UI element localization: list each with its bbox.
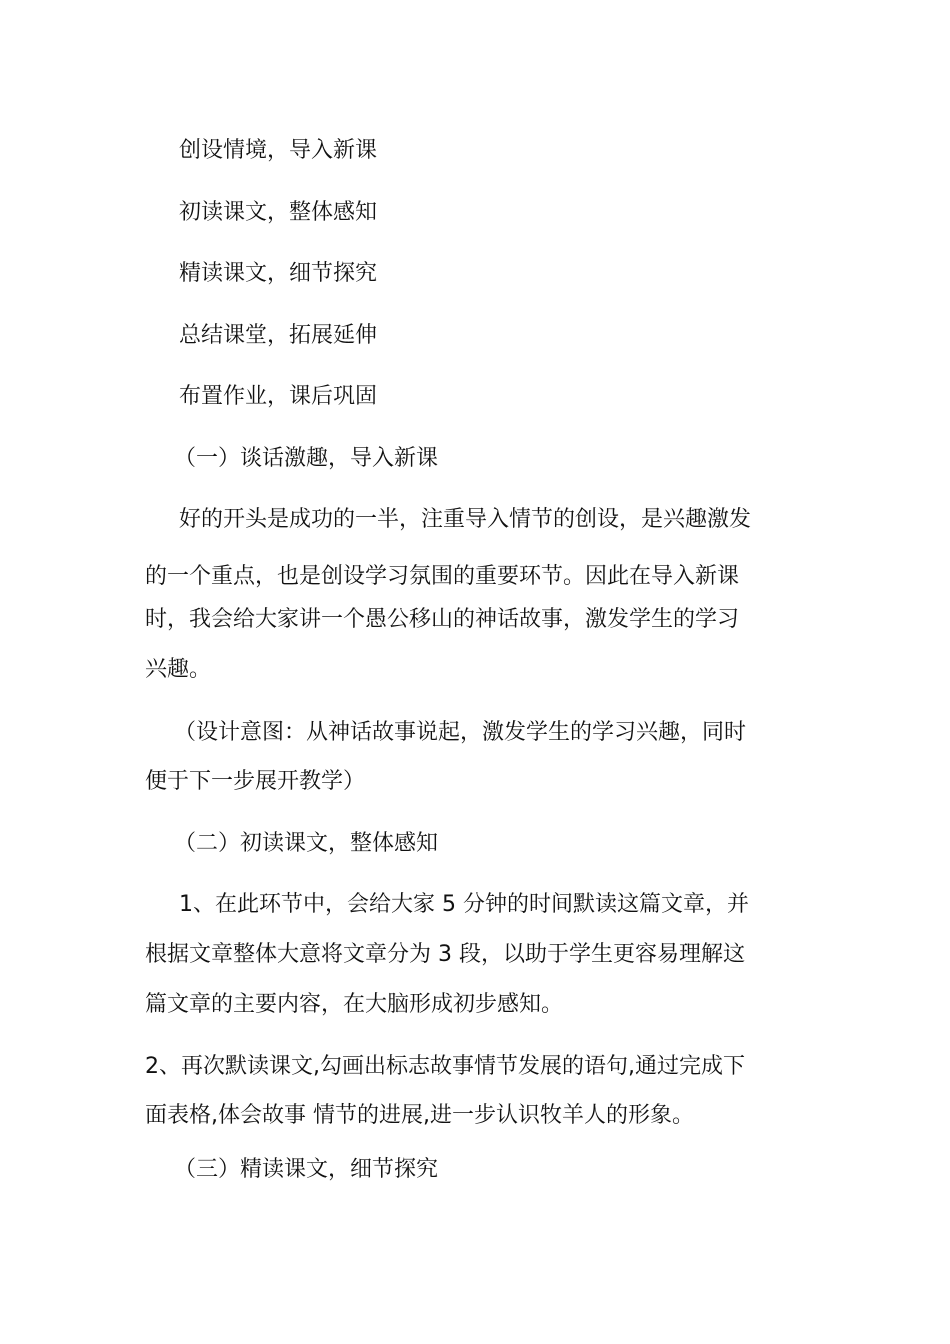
list-item-line: 篇文章的主要内容，在大脑形成初步感知。	[145, 992, 564, 1017]
outline-item: 精读课文，细节探究	[179, 261, 378, 286]
section-heading-1: （一）谈话激趣，导入新课	[174, 446, 439, 471]
list-item-line: 根据文章整体大意将文章分为 3 段，以助于学生更容易理解这	[145, 942, 745, 967]
outline-item: 初读课文，整体感知	[179, 200, 378, 225]
paragraph-line: 时，我会给大家讲一个愚公移山的神话故事，激发学生的学习	[145, 607, 740, 632]
outline-item: 总结课堂，拓展延伸	[179, 323, 378, 348]
list-item-line: 面表格,体会故事 情节的进展,进一步认识牧羊人的形象。	[145, 1103, 694, 1128]
design-note-line: 便于下一步展开教学）	[145, 769, 366, 794]
list-item-line: 2、再次默读课文,勾画出标志故事情节发展的语句,通过完成下	[145, 1054, 745, 1079]
outline-item: 创设情境，导入新课	[179, 138, 378, 163]
section-heading-3: （三）精读课文，细节探究	[174, 1157, 439, 1182]
outline-item: 布置作业，课后巩固	[179, 384, 378, 409]
list-item-line: 1、在此环节中，会给大家 5 分钟的时间默读这篇文章，并	[179, 892, 749, 917]
design-note-line: （设计意图：从神话故事说起，激发学生的学习兴趣，同时	[174, 720, 747, 745]
paragraph-line: 好的开头是成功的一半，注重导入情节的创设，是兴趣激发	[179, 507, 752, 532]
paragraph-line: 兴趣。	[145, 657, 212, 682]
paragraph-line: 的一个重点，也是创设学习氛围的重要环节。因此在导入新课	[145, 564, 740, 589]
section-heading-2: （二）初读课文，整体感知	[174, 831, 439, 856]
